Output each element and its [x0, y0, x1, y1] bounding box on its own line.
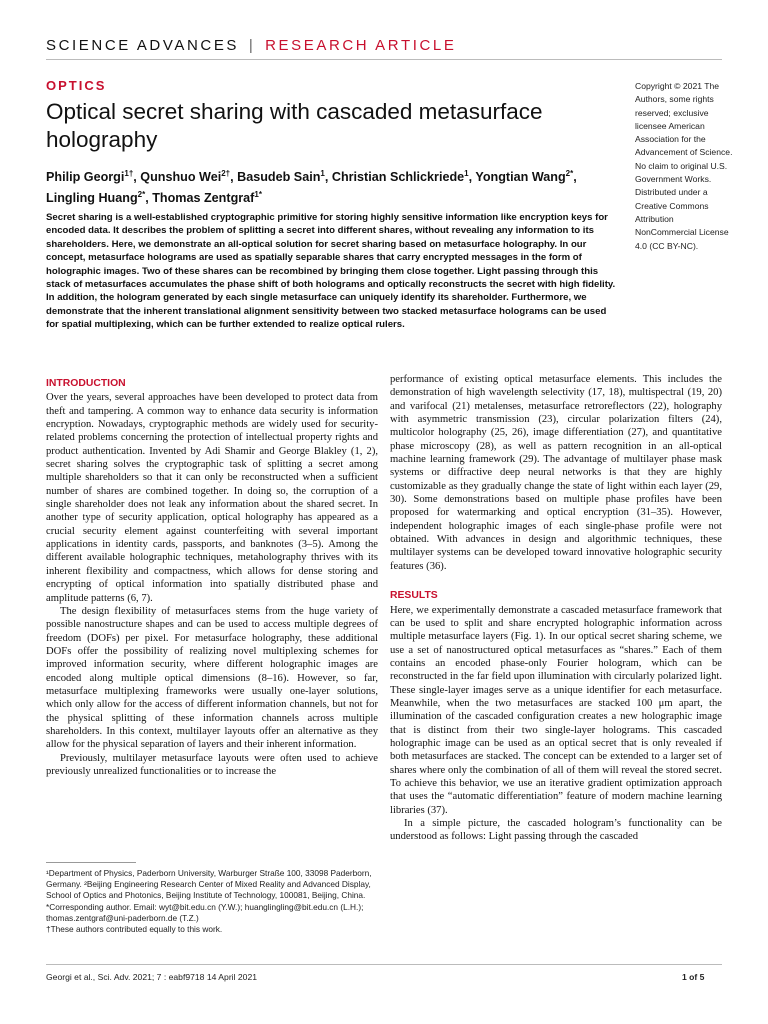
intro-paragraph-2: The design flexibility of metasurfaces stems from the huge variety of possible nanostructure shapes and can be used to access multiple degrees of freedom (DOFs) per pixel. For metasurface holography, these additional DOFs offer the possibility of realizing novel multiplexing schemes for improved information security, where different holographic images are encoded along multiple optical dimensions (8–16). However, so far, metasurface multiplexing frameworks were usually one-layer solutions, which only allow for the access of different information channels, but not for the physical splitting of these information channels across multiple shareholders. In this context, multilayer layouts offer an alternative as they allow for the physical separation of layers and their inherent information.: [46, 605, 378, 751]
journal-name: SCIENCE ADVANCES: [46, 37, 240, 54]
header-rule: [46, 59, 722, 60]
intro-paragraph-1: Over the years, several approaches have been developed to protect data from theft and tampering. A common way to enhance data security is information encryption. Nowadays, cryptographic methods are widely used for security-related problems concerning the protection of intellectual property rights and product authentication. Invented by Adi Shamir and George Blakley (1, 2), secret sharing solves the cryptographic task of splitting a secret among multiple shareholders so that it can only be reconstructed when a sufficient number of shares are combined together. In doing so, the corruption of a single shareholder does not leak any information about the shared secret. In another type of security application, optical holography has appeared as a crucial security element against counterfeiting with several important applications in identity cards, passports, and banknotes (3–5). Among the different available holographic techniques, metaholography thrives with its inherent flexibility and compactness, which allows for dense storing and encrypting of optical information into spatially distributed phase and amplitude patterns (6, 7).: [46, 392, 378, 604]
author: Basudeb Sain$^1$: [237, 169, 325, 185]
introduction-heading: INTRODUCTION: [46, 378, 126, 389]
article-type: RESEARCH ARTICLE: [265, 37, 457, 54]
intro-paragraph-3: Previously, multilayer metasurface layouts were often used to achieve previously unrealized functionalities or to increase the: [46, 752, 378, 777]
abstract-text: Secret sharing is a well-established cryptographic primitive for storing highly sensitive information like encryption keys for encoded data. It describes the problem of splitting a secret into different shares, without revealing any information to its shareholders. Here, we demonstrate an all-optical solution for secret sharing based on metasurface holography. In our concept, metasurface holograms are used as spatially separable shares that carry encrypted messages in the form of holographic images. Two of these shares can be recombined by bringing them close together. Light passing through this stack of metasurfaces accumulates the phase shift of both holograms and optically reconstructs the secret with high fidelity. In addition, the hologram generated by each single metasurface can uniquely identify its shareholder. Furthermore, we demonstrate that the inherent translational alignment sensitivity between two stacked metasurface holograms can be used for spatial multiplexing, which can be further extended to realize optical rulers.: [46, 212, 616, 331]
page-number: 1 of 5: [682, 972, 705, 982]
results-heading: RESULTS: [390, 590, 438, 602]
subject-label: OPTICS: [46, 78, 107, 93]
results-paragraph-2: In a simple picture, the cascaded hologram’s functionality can be understood as follows: Light passing through the cascaded: [390, 818, 722, 843]
abstract: [46, 211, 616, 332]
author: Thomas Zentgraf$^{1*}$: [152, 190, 262, 206]
corresponding-author: *Corresponding author. Email: wyt@bit.edu.cn (Y.W.); huanglingling@bit.edu.cn (L.H.); thomas.zentgraf@uni-paderborn.de (T.Z.): [46, 901, 364, 923]
equal-contribution: †These authors contributed equally to this work.: [46, 924, 223, 935]
author-line-1: Philip Georgi$^{1\dagger}$, Qunshuo Wei$^{2\dagger}$, Basudeb Sain$^1$, Christian Schlickriede$^1$, Yongtian Wang$^{2*}$,: [46, 169, 577, 185]
author-line-2: Lingling Huang$^{2*}$, Thomas Zentgraf$^{1*}$: [46, 190, 262, 206]
footnotes: [46, 868, 378, 935]
footer-rule: [46, 964, 722, 965]
author: Yongtian Wang$^{2*}$: [475, 169, 574, 185]
author: Christian Schlickriede$^1$: [331, 169, 469, 185]
affiliations: ¹Department of Physics, Paderborn University, Warburger Straße 100, 33098 Paderborn, Germany. ²Beijing Engineering Research Center of Mixed Reality and Advanced Display, School of Optics and Photonics, Beijing Institute of Technology, 100081, Beijing, China.: [46, 868, 372, 901]
citation-footer: Georgi et al., Sci. Adv. 2021; 7 : eabf9718 14 April 2021: [46, 972, 258, 982]
author: Qunshuo Wei$^{2\dagger}$: [140, 169, 231, 185]
header-separator: |: [248, 37, 256, 54]
author: Philip Georgi$^{1\dagger}$: [46, 169, 134, 185]
left-column: [46, 373, 378, 778]
results-paragraph-1: Here, we experimentally demonstrate a cascaded metasurface framework that can be used to split and share encrypted holographic information across multiple metasurface layers (Fig. 1). In our optical secret sharing scheme, we use a set of nanostructured optical metasurfaces as “shares.” Each of them contains an encoded phase-only Fourier hologram, which can be reconstructed in the far field upon illumination with circularly polarized light. These single-layer images serve as a unique identifier for each metasurface. Meanwhile, when the two metasurfaces are stacked 100 μm apart, the illumination of the cascaded configuration creates a new holographic image that is distinct from their two single-layer holograms. This cascaded holographic image can be used as an optical secret that is only revealed if both metasurfaces are stacked. The concept can be extended to a larger set of shares where only the combination of all of them will reveal the stored secret. To achieve this behavior, we use an iterative gradient optimization approach that uses the “automatic differentiation” feature of modern machine learning libraries (37).: [390, 604, 722, 816]
journal-header: [46, 37, 456, 54]
author: Lingling Huang$^{2*}$: [46, 190, 146, 206]
author-list: [46, 165, 616, 207]
article-title: Optical secret sharing with cascaded metasurface holography: [46, 99, 543, 152]
right-column: [390, 373, 722, 844]
footnote-rule: [46, 862, 136, 863]
intro-paragraph-4: performance of existing optical metasurface elements. This includes the demonstration of high wavelength selectivity (17, 18), multispectral (19, 20) and varifocal (21) metalenses, metasurface retroreflectors (22), holography with asymmetric transmission (23), circular polarization filters (24), multicolor holography (25, 26), image differentiation (27), and quantitative phase microscopy (28), as well as pattern recognition in an all-optical machine learning framework (29). The advantage of multilayer phase mask systems or diffractive deep neural networks is that they are highly customizable as they gradually change the state of light within each layer (29, 30). Some demonstrations based on multiple phase profiles have been proposed for watermarking and optical encryption (31–35). However, independent holographic images of each single-phase profile were not obtained. With advances in design and algorithmic techniques, these multilayer systems can be developed toward innovative holographic security features (36).: [390, 374, 722, 572]
copyright-notice: Copyright © 2021 The Authors, some rights reserved; exclusive licensee American Association for the Advancement of Science. No claim to original U.S. Government Works. Distributed under a Creative Commons Attribution NonCommercial License 4.0 (CC BY-NC).: [635, 81, 733, 251]
